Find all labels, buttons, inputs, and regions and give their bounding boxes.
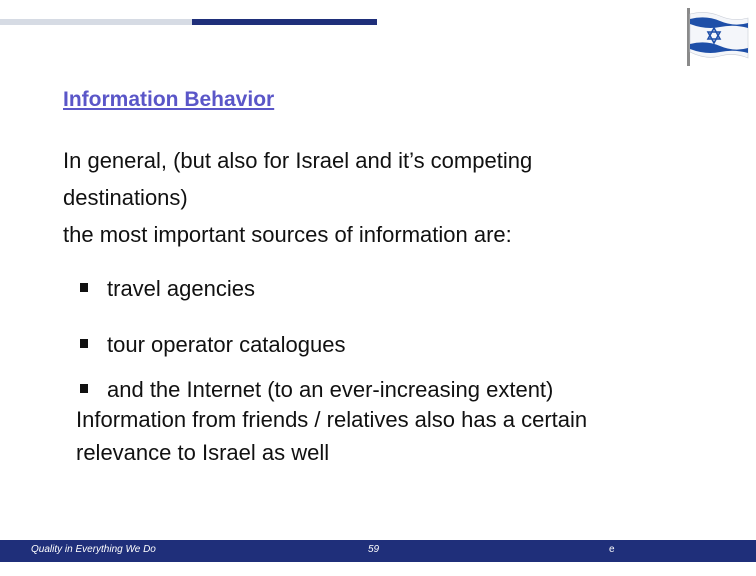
footer-bar (0, 540, 756, 562)
footer-letter: e (609, 544, 615, 555)
slide-title: Information Behavior (63, 88, 275, 111)
square-bullet-icon (80, 283, 88, 292)
israel-flag-icon (684, 6, 750, 68)
intro-line: destinations) (63, 185, 188, 210)
bullet-item (80, 332, 346, 358)
square-bullet-icon (80, 384, 88, 393)
intro-paragraph (63, 142, 703, 253)
note-line: Information from friends / relatives also has a certain (76, 407, 588, 432)
page-number: 59 (368, 544, 380, 555)
bullet-text: travel agencies (107, 276, 255, 301)
bullet-text: and the Internet (to an ever-increasing extent) (107, 377, 554, 402)
footer-tagline: Quality in Everything We Do (31, 544, 156, 555)
top-accent-bar-dark (192, 19, 377, 25)
bullet-item (80, 276, 255, 302)
overlapping-note (76, 403, 736, 469)
intro-line: the most important sources of information are: (63, 222, 512, 247)
intro-line: In general, (but also for Israel and it’s competing (63, 148, 533, 173)
bullet-text: tour operator catalogues (107, 332, 346, 357)
note-line: relevance to Israel as well (76, 440, 330, 465)
square-bullet-icon (80, 339, 88, 348)
bullet-item (80, 377, 553, 403)
top-accent-bar-light (0, 19, 192, 25)
